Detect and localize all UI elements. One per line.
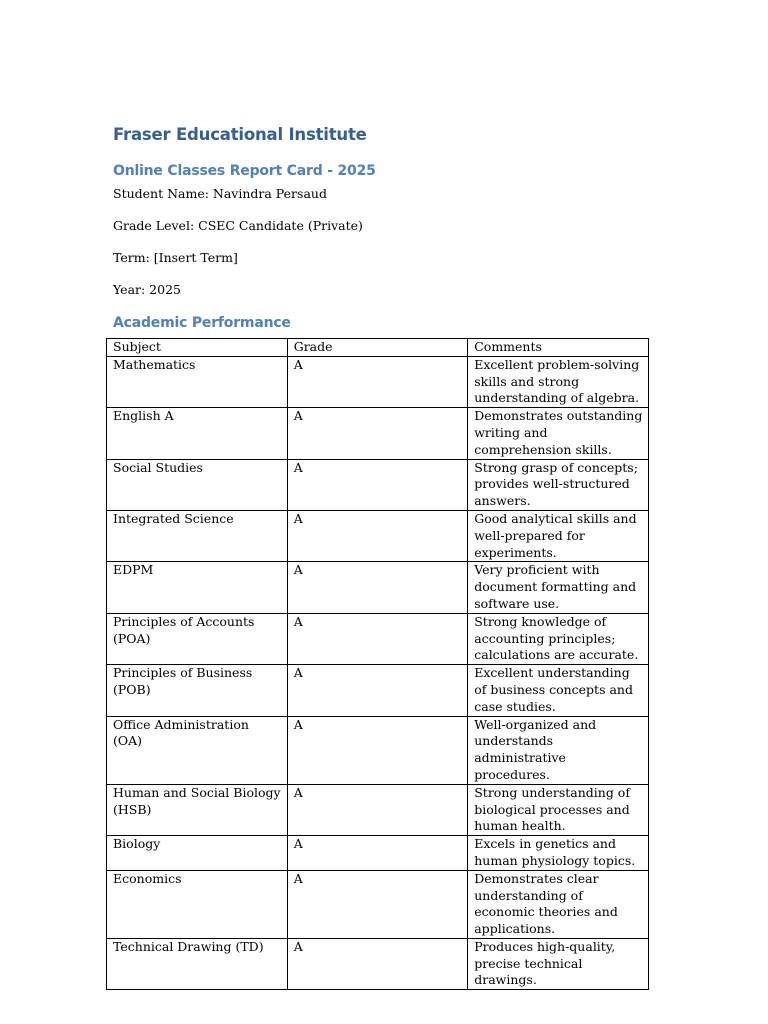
table-row: [107, 408, 649, 459]
grade-cell: A: [287, 459, 468, 510]
term: Term: [Insert Term]: [113, 250, 238, 265]
table-row: [107, 613, 649, 664]
subject-cell: EDPM: [107, 562, 288, 613]
table-row: [107, 870, 649, 938]
subject-cell: Principles of Business (POB): [107, 665, 288, 716]
table-row: [107, 665, 649, 716]
grade-cell: A: [287, 408, 468, 459]
comment-cell: Very proficient with document formatting and software use.: [468, 562, 649, 613]
student-name: Student Name: Navindra Persaud: [113, 186, 327, 201]
table-row: [107, 356, 649, 407]
table-row: [107, 562, 649, 613]
comment-cell: Demonstrates clear understanding of economic theories and applications.: [468, 870, 649, 938]
comment-cell: Demonstrates outstanding writing and comprehension skills.: [468, 408, 649, 459]
section-heading-academic-performance: Academic Performance: [113, 315, 291, 331]
table-row: [107, 716, 649, 784]
comment-cell: Well-organized and understands administrative procedures.: [468, 716, 649, 784]
comment-cell: Produces high-quality, precise technical drawings.: [468, 938, 649, 989]
comment-cell: Strong knowledge of accounting principles; calculations are accurate.: [468, 613, 649, 664]
table-row: [107, 459, 649, 510]
subject-cell: Principles of Accounts (POA): [107, 613, 288, 664]
comment-cell: Excellent problem-solving skills and strong understanding of algebra.: [468, 356, 649, 407]
subject-cell: Integrated Science: [107, 510, 288, 561]
subject-cell: Office Administration (OA): [107, 716, 288, 784]
table-row: [107, 836, 649, 871]
table-row: [107, 784, 649, 835]
table-row: [107, 938, 649, 989]
grade-cell: A: [287, 784, 468, 835]
subject-cell: Economics: [107, 870, 288, 938]
subject-cell: Technical Drawing (TD): [107, 938, 288, 989]
subject-cell: Social Studies: [107, 459, 288, 510]
grade-level: Grade Level: CSEC Candidate (Private): [113, 218, 363, 233]
subject-cell: Human and Social Biology (HSB): [107, 784, 288, 835]
subject-cell: English A: [107, 408, 288, 459]
grades-table-body: [107, 339, 649, 990]
grade-cell: A: [287, 836, 468, 871]
comment-cell: Strong understanding of biological processes and human health.: [468, 784, 649, 835]
institution-title: Fraser Educational Institute: [113, 125, 367, 144]
comment-cell: Excellent understanding of business concepts and case studies.: [468, 665, 649, 716]
grade-cell: A: [287, 510, 468, 561]
grade-cell: A: [287, 870, 468, 938]
comment-cell: Good analytical skills and well-prepared for experiments.: [468, 510, 649, 561]
report-title: Online Classes Report Card - 2025: [113, 163, 376, 179]
grade-cell: A: [287, 562, 468, 613]
header-comments: Comments: [468, 339, 649, 357]
header-subject: Subject: [107, 339, 288, 357]
subject-cell: Mathematics: [107, 356, 288, 407]
grade-cell: A: [287, 938, 468, 989]
subject-cell: Biology: [107, 836, 288, 871]
grade-cell: A: [287, 665, 468, 716]
comment-cell: Excels in genetics and human physiology topics.: [468, 836, 649, 871]
grade-cell: A: [287, 613, 468, 664]
year: Year: 2025: [113, 282, 181, 297]
table-header-row: [107, 339, 649, 357]
grades-table: [106, 338, 649, 990]
header-grade: Grade: [287, 339, 468, 357]
grade-cell: A: [287, 716, 468, 784]
table-row: [107, 510, 649, 561]
comment-cell: Strong grasp of concepts; provides well-structured answers.: [468, 459, 649, 510]
grade-cell: A: [287, 356, 468, 407]
